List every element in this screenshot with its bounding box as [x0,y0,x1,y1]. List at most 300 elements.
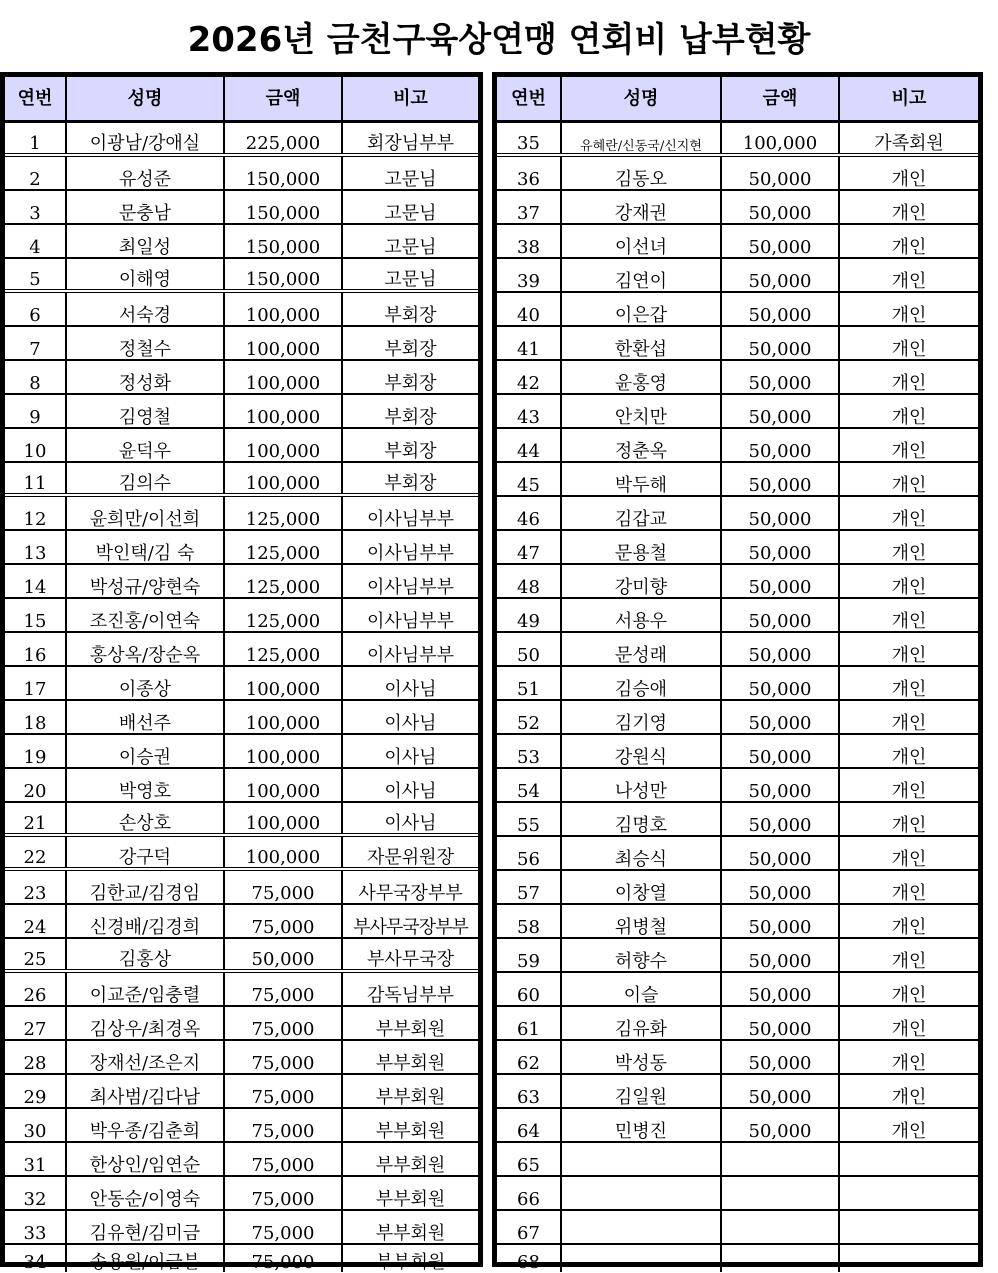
row-number: 20 [5,769,67,801]
row-number: 50 [497,633,562,665]
fee-amount: 100,000 [225,701,343,733]
table-row [497,1041,978,1075]
member-note: 부회장 [384,473,437,493]
row-number: 10 [5,429,67,461]
member-name: 최일성 [67,225,225,257]
fee-amount: 50,000 [722,599,840,631]
table-row [5,633,478,667]
member-name: 안치만 [562,395,722,427]
member-name: 유성준 [67,157,225,189]
table-row [5,259,478,293]
fee-amount: 50,000 [722,633,840,665]
table-row [497,361,978,395]
row-number: 54 [497,769,562,801]
member-note: 개인 [891,271,927,291]
table-row [5,395,478,429]
row-number: 29 [5,1075,67,1107]
row-number: 60 [497,973,562,1005]
member-note: 가족회원 [874,133,944,153]
row-number: 48 [497,565,562,597]
member-name: 유혜란/신동국/신지현 [562,123,722,153]
member-note [840,1211,978,1243]
row-number: 41 [497,327,562,359]
row-number: 61 [497,1007,562,1039]
member-name: 윤희만/이선희 [67,497,225,529]
table-row [5,701,478,735]
member-name: 김한교/김경임 [67,871,225,903]
fee-amount: 50,000 [722,735,840,767]
fee-amount: 75,000 [225,1075,343,1107]
table-row [497,1211,978,1245]
fee-amount: 50,000 [722,157,840,189]
member-name: 박영호 [67,769,225,801]
table-row [5,973,478,1007]
fee-amount: 50,000 [722,837,840,869]
row-number: 63 [497,1075,562,1107]
member-note [840,1177,978,1209]
member-note: 부부회원 [375,1087,446,1107]
member-note: 부회장 [384,373,437,393]
member-note: 부회장 [384,305,437,325]
member-name: 김영철 [67,395,225,427]
row-number: 7 [5,327,67,359]
row-number: 37 [497,191,562,223]
fee-amount: 150,000 [225,191,343,223]
header-no: 연번 [5,77,67,120]
member-name: 박우종/김춘희 [67,1109,225,1141]
member-note: 이사님 [384,781,437,801]
fee-amount: 100,000 [225,769,343,801]
table-row [5,327,478,361]
fee-amount: 150,000 [225,225,343,257]
member-name: 문충남 [67,191,225,223]
member-name: 박성규/양현숙 [67,565,225,597]
fee-amount: 75,000 [225,1245,343,1272]
table-row [497,259,978,293]
table-row [5,1075,478,1109]
member-name: 김기영 [562,701,722,733]
fee-amount: 50,000 [722,327,840,359]
member-name: 박인택/김 숙 [67,531,225,563]
member-name: 서용우 [562,599,722,631]
table-row [5,1041,478,1075]
member-note: 개인 [891,407,927,427]
member-note: 개인 [891,339,927,359]
table-row [497,803,978,837]
member-note: 개인 [891,985,927,1005]
row-number: 2 [5,157,67,189]
row-number: 1 [5,123,67,153]
row-number: 11 [5,463,67,493]
table-grid [5,77,478,1272]
member-note: 개인 [891,679,927,699]
member-name: 김갑교 [562,497,722,529]
member-name: 정춘옥 [562,429,722,461]
table-row [5,123,478,157]
member-note: 부부회원 [375,1155,446,1175]
table-row [5,1245,478,1272]
member-name: 손상호 [67,803,225,833]
member-note: 부부회원 [375,1189,446,1209]
row-number: 33 [5,1211,67,1243]
member-name: 한상인/임연순 [67,1143,225,1175]
member-name: 이광남/강애실 [67,123,225,153]
header-amount: 금액 [225,77,343,120]
header-note: 비고 [393,87,428,109]
table-row [497,191,978,225]
member-name: 정성화 [67,361,225,393]
fee-amount: 50,000 [722,429,840,461]
fee-amount: 100,000 [225,361,343,393]
member-name [562,1143,722,1175]
table-row [497,871,978,905]
member-note: 고문님 [384,237,437,257]
member-name: 강미향 [562,565,722,597]
member-name: 조진홍/이연숙 [67,599,225,631]
row-number: 14 [5,565,67,597]
table-row [497,1177,978,1211]
table-row [5,565,478,599]
fee-amount: 50,000 [722,565,840,597]
member-name: 문용철 [562,531,722,563]
table-row [5,157,478,191]
row-number: 18 [5,701,67,733]
header-amount: 금액 [722,77,840,120]
row-number: 31 [5,1143,67,1175]
table-row [5,293,478,327]
fee-amount: 100,000 [722,123,840,153]
fee-amount [722,1245,840,1272]
table-row [497,939,978,973]
table-row [5,599,478,633]
row-number: 39 [497,259,562,291]
row-number: 6 [5,293,67,325]
table-row [5,1211,478,1245]
table-row [5,905,478,939]
fee-amount: 75,000 [225,1143,343,1175]
fee-amount: 50,000 [722,395,840,427]
table-row [5,429,478,463]
fee-amount: 50,000 [722,1109,840,1141]
member-note: 부사무국장 [367,949,454,969]
member-note [840,1143,978,1175]
row-number: 16 [5,633,67,665]
table-grid [497,77,978,1272]
fee-amount: 75,000 [225,1041,343,1073]
table-row [5,191,478,225]
member-name: 송용원/이금분 [67,1245,225,1272]
member-name: 김동오 [562,157,722,189]
member-name: 안동순/이영숙 [67,1177,225,1209]
member-note: 이사님 [384,813,437,833]
fee-amount: 50,000 [722,497,840,529]
member-note: 개인 [891,373,927,393]
row-number: 67 [497,1211,562,1243]
fee-amount: 50,000 [722,667,840,699]
fee-amount: 225,000 [225,123,343,153]
member-note: 이사님부부 [367,611,454,631]
fee-amount: 100,000 [225,429,343,461]
member-name: 이교준/임충렬 [67,973,225,1005]
fee-amount: 100,000 [225,837,343,867]
row-number: 55 [497,803,562,835]
member-note: 이사님부부 [367,577,454,597]
page-title: 2026년 금천구육상연맹 연회비 납부현황 [187,20,811,60]
table-row [5,667,478,701]
member-name: 김연이 [562,259,722,291]
row-number: 40 [497,293,562,325]
table-row [497,157,978,191]
fee-amount: 50,000 [722,803,840,835]
member-name: 최승식 [562,837,722,869]
fee-amount: 50,000 [722,293,840,325]
member-name: 이해영 [67,259,225,289]
member-note: 부부회원 [375,1223,446,1243]
row-number: 46 [497,497,562,529]
row-number: 4 [5,225,67,257]
member-note: 개인 [891,849,927,869]
member-name: 윤덕우 [67,429,225,461]
table-row [497,293,978,327]
member-note: 개인 [891,237,927,257]
fee-amount: 150,000 [225,259,343,289]
table-row [5,531,478,565]
fee-amount [722,1177,840,1209]
fee-amount: 50,000 [722,905,840,937]
fee-amount: 100,000 [225,463,343,493]
table-row [497,973,978,1007]
member-name: 김유화 [562,1007,722,1039]
fee-amount: 125,000 [225,531,343,563]
row-number: 19 [5,735,67,767]
member-name: 허향수 [562,939,722,971]
table-row [497,735,978,769]
member-name [562,1177,722,1209]
member-note: 개인 [891,747,927,767]
fee-amount: 75,000 [225,973,343,1005]
fee-amount: 125,000 [225,565,343,597]
member-note: 부회장 [384,339,437,359]
member-note: 이사님 [384,679,437,699]
member-name [562,1245,722,1272]
member-name: 강재권 [562,191,722,223]
table-row [497,1245,978,1272]
member-name: 박성동 [562,1041,722,1073]
table-row [5,803,478,837]
table-row [5,1109,478,1143]
table-row [5,769,478,803]
member-note: 개인 [891,951,927,971]
fee-amount: 50,000 [722,701,840,733]
table-row [5,1143,478,1177]
header-no: 연번 [497,77,562,120]
fee-amount: 100,000 [225,735,343,767]
row-number: 22 [5,837,67,867]
row-number: 24 [5,905,67,937]
member-note: 부부회원 [375,1121,446,1141]
fee-amount: 100,000 [225,803,343,833]
fee-amount: 100,000 [225,667,343,699]
row-number: 47 [497,531,562,563]
row-number: 5 [5,259,67,289]
row-number: 15 [5,599,67,631]
row-number: 21 [5,803,67,833]
member-note: 개인 [891,917,927,937]
member-note: 부부회원 [375,1053,446,1073]
row-number: 45 [497,463,562,495]
table-row [497,1109,978,1143]
member-note: 사무국장부부 [358,883,463,903]
member-note: 개인 [891,611,927,631]
row-number: 59 [497,939,562,971]
fee-amount: 75,000 [225,905,343,937]
row-number: 64 [497,1109,562,1141]
fee-amount: 50,000 [722,973,840,1005]
membership-table-right [492,72,983,1272]
member-note: 부부회원 [375,1252,446,1272]
fee-amount: 75,000 [225,1007,343,1039]
member-note: 고문님 [384,269,437,289]
member-note: 부사무국장부부 [353,917,468,937]
member-name: 최사범/김다남 [67,1075,225,1107]
member-name: 문성래 [562,633,722,665]
table-row [5,225,478,259]
fee-amount [722,1211,840,1243]
fee-amount: 50,000 [722,1075,840,1107]
row-number: 62 [497,1041,562,1073]
member-note [840,1245,978,1272]
member-name: 이승권 [67,735,225,767]
row-number: 30 [5,1109,67,1141]
member-note: 감독님부부 [367,985,454,1005]
row-number: 9 [5,395,67,427]
member-name: 이슬 [562,973,722,1005]
fee-amount: 75,000 [225,871,343,903]
row-number: 42 [497,361,562,393]
fee-amount: 75,000 [225,1211,343,1243]
member-name: 윤홍영 [562,361,722,393]
row-number: 3 [5,191,67,223]
member-note: 개인 [891,305,927,325]
table-header [497,77,978,123]
member-note: 개인 [891,1053,927,1073]
member-name [562,1211,722,1243]
fee-amount: 50,000 [722,1007,840,1039]
table-row [5,497,478,531]
table-row [5,871,478,905]
member-note: 고문님 [384,169,437,189]
fee-amount: 100,000 [225,327,343,359]
fee-amount: 50,000 [722,361,840,393]
row-number: 56 [497,837,562,869]
member-name: 이종상 [67,667,225,699]
fee-amount: 100,000 [225,395,343,427]
row-number: 36 [497,157,562,189]
member-note: 개인 [891,815,927,835]
member-note: 개인 [891,1121,927,1141]
fee-amount: 100,000 [225,293,343,325]
row-number: 32 [5,1177,67,1209]
table-row [5,361,478,395]
table-row [497,837,978,871]
member-name: 박두해 [562,463,722,495]
table-row [5,1007,478,1041]
member-note: 개인 [891,577,927,597]
member-name: 강구덕 [67,837,225,867]
member-note: 부회장 [384,407,437,427]
fee-amount: 50,000 [722,531,840,563]
table-row [497,123,978,157]
table-row [497,633,978,667]
member-name: 강원식 [562,735,722,767]
row-number: 34 [5,1245,67,1272]
member-name: 위병철 [562,905,722,937]
fee-amount: 50,000 [722,939,840,971]
fee-amount [722,1143,840,1175]
member-name: 김명호 [562,803,722,835]
member-note: 개인 [891,543,927,563]
row-number: 17 [5,667,67,699]
table-row [5,463,478,497]
member-name: 한환섭 [562,327,722,359]
table-row [497,769,978,803]
header-name: 성명 [562,77,722,120]
member-note: 개인 [891,475,927,495]
table-row [497,395,978,429]
member-note: 이사님부부 [367,543,454,563]
row-number: 26 [5,973,67,1005]
row-number: 8 [5,361,67,393]
row-number: 23 [5,871,67,903]
table-row [497,667,978,701]
member-name: 김유현/김미금 [67,1211,225,1243]
table-row [5,837,478,871]
member-note: 개인 [891,441,927,461]
row-number: 38 [497,225,562,257]
row-number: 58 [497,905,562,937]
table-row [497,531,978,565]
table-row [497,429,978,463]
table-row [497,1143,978,1177]
member-name: 김승애 [562,667,722,699]
row-number: 52 [497,701,562,733]
fee-amount: 75,000 [225,1177,343,1209]
row-number: 25 [5,939,67,969]
table-row [497,565,978,599]
member-note: 개인 [891,781,927,801]
fee-amount: 50,000 [722,463,840,495]
row-number: 44 [497,429,562,461]
fee-amount: 125,000 [225,599,343,631]
fee-amount: 50,000 [722,259,840,291]
member-note: 이사님 [384,713,437,733]
member-name: 신경배/김경희 [67,905,225,937]
member-note: 부회장 [384,441,437,461]
fee-amount: 150,000 [225,157,343,189]
row-number: 13 [5,531,67,563]
fee-amount: 50,000 [722,225,840,257]
table-row [497,463,978,497]
table-row [5,1177,478,1211]
table-row [497,225,978,259]
member-name: 이은갑 [562,293,722,325]
member-name: 김상우/최경옥 [67,1007,225,1039]
member-name: 나성만 [562,769,722,801]
member-note: 이사님부부 [367,509,454,529]
table-row [497,905,978,939]
fee-amount: 50,000 [722,191,840,223]
member-note: 개인 [891,203,927,223]
